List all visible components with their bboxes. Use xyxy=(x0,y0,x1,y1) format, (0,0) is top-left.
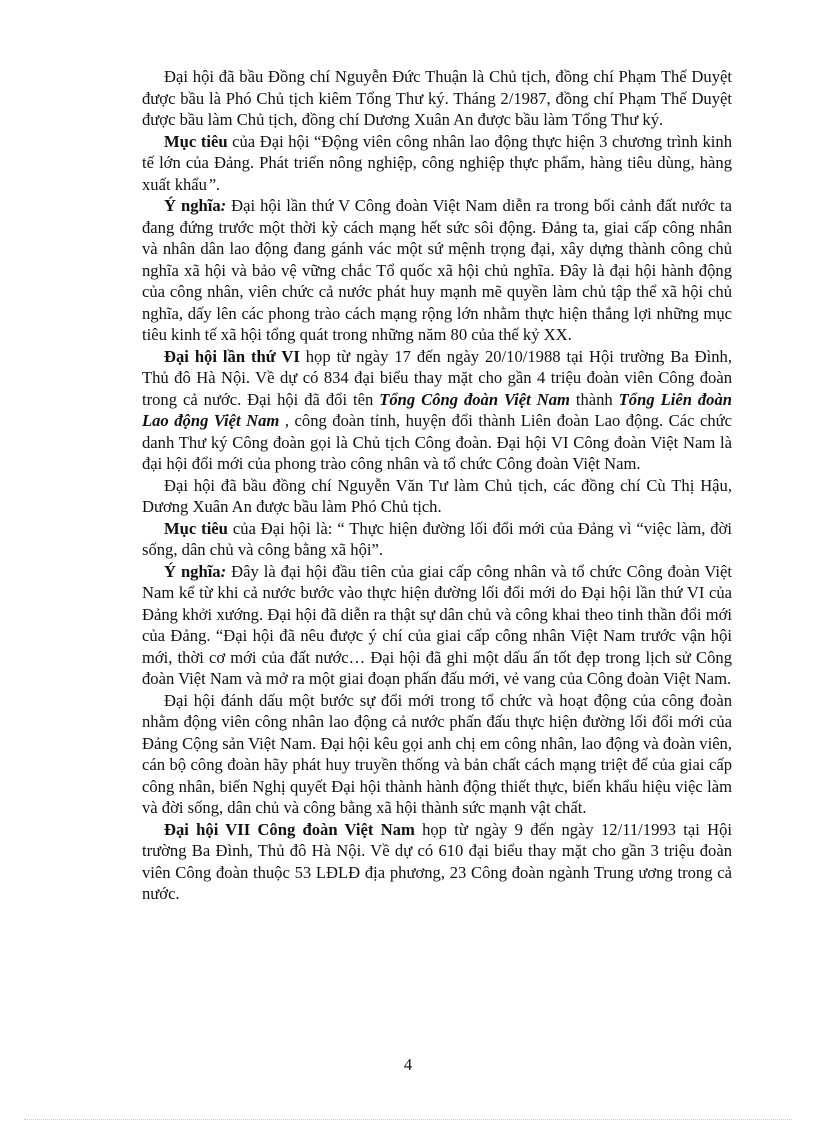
text-run: Tổng Công đoàn Việt Nam xyxy=(379,389,570,409)
text-run: của Đại hội “Động viên công nhân lao động thực hiện 3 chương trình kinh tế lớn của Đảng. Phát triển nông nghiệp, công nghiệp thực phẩm, hàng tiêu dùng, hàng xuất khẩu xyxy=(142,131,732,194)
text-run: Mục tiêu xyxy=(164,131,228,151)
text-run: Đại hội đã bầu Đồng chí Nguyễn Đức Thuận là Chủ tịch, đồng chí Phạm Thế Duyệt được bầu là Phó Chủ tịch kiêm Tổng Thư ký. Tháng 2/1987, đồng chí Phạm Thế Duyệt được bầu làm Chủ tịch, đồng chí Dương Xuân An được bầu làm Tổng Thư ký. xyxy=(142,67,732,129)
text-run: thành xyxy=(569,389,619,409)
text-run: Ý nghĩa xyxy=(164,196,221,215)
paragraph xyxy=(142,131,732,196)
text-run: Đại hội lần thứ V Công đoàn Việt Nam diễn ra trong bối cảnh đất nước ta đang đứng trước một thời kỳ cách mạng hết sức sôi động. Đảng ta, giai cấp công nhân và nhân dân lao động đang gánh vác một sứ mệnh trọng đại, xây dựng thành công chủ nghĩa xã hội và bảo vệ vững chắc Tổ quốc xã hội chủ nghĩa. Đây là đại hội hành động của công nhân, viên chức cả nước phát huy mạnh mẽ quyền làm chủ tập thể xã hội chủ nghĩa, dấy lên các phong trào cách mạng rộng lớn nhằm thực hiện thắng lợi những mục tiêu kinh tế xã hội tổng quát trong những năm 80 của thế kỷ XX. xyxy=(142,196,733,344)
text-run: Đây là đại hội đầu tiên của giai cấp công nhân và tổ chức Công đoàn Việt Nam kể từ khi cả nước bước vào thực hiện đường lối đổi mới do Đại hội lần thứ VI của Đảng khởi xướng. Đại hội đã diễn ra thật sự dân chủ và công khai theo tinh thần đổi mới của Đảng. “Đại hội đã nêu được ý chí của giai cấp công nhân Việt Nam trước vận hội mới, thời cơ mới của đất nước… Đại hội đã ghi một dấu ấn tốt đẹp trong lịch sử Công đoàn Việt Nam và mở ra một giai đoạn phấn đấu mới, vẻ vang của Công đoàn Việt Nam. xyxy=(142,561,732,688)
text-run: của Đại hội là: “ Thực hiện đường lối đổi mới của Đảng vì “việc làm, đời sống, dân chủ và công bằng xã hội”. xyxy=(142,518,732,559)
document-body xyxy=(142,66,732,905)
page-bottom-rule xyxy=(24,1119,792,1120)
paragraph xyxy=(142,475,732,518)
paragraph xyxy=(142,561,732,690)
text-run: Đại hội lần thứ VI xyxy=(164,346,300,366)
paragraph xyxy=(142,518,732,561)
paragraph xyxy=(142,346,732,475)
text-run: Đại hội đánh dấu một bước sự đổi mới trong tổ chức và hoạt động của công đoàn nhằm động viên công nhân lao động cả nước phấn đấu thực hiện đường lối đổi mới của Đảng Cộng sản Việt Nam. Đại hội kêu gọi anh chị em công nhân, lao động và đoàn viên, cán bộ công đoàn hãy phát huy truyền thống và bản chất cách mạng triệt để của giai cấp công nhân, biến Nghị quyết Đại hội thành hành động thiết thực, biến khẩu hiệu việc làm và đời sống, dân chủ và công bằng xã hội thành sức mạnh vật chất. xyxy=(142,690,732,817)
text-run: : xyxy=(220,196,227,215)
paragraph xyxy=(142,819,732,905)
text-run: Mục tiêu xyxy=(164,518,228,538)
text-run: Ý nghĩa xyxy=(164,561,221,581)
text-run: : xyxy=(220,561,227,581)
paragraph xyxy=(142,195,732,346)
text-run: họp từ ngày 17 đến ngày 20/10/1988 tại Hội trường Ba Đình, Thủ đô Hà Nội. Về dự có 834 đại biểu thay mặt cho gần 4 triệu đoàn viên Công đoàn trong cả nước. Đại hội đã đổi tên xyxy=(142,346,732,409)
text-run: Đại hội VII Công đoàn Việt Nam xyxy=(164,819,415,839)
text-run: họp từ ngày 9 đến ngày 12/11/1993 tại Hội trường Ba Đình, Thủ đô Hà Nội. Về dự có 610 đại biểu thay mặt cho gần 3 triệu đoàn viên Công đoàn thuộc 53 LĐLĐ địa phương, 23 Công đoàn ngành Trung ương trong cả nước. xyxy=(142,819,733,903)
text-run: Tổng Liên đoàn Lao động Việt Nam xyxy=(142,389,732,430)
paragraph xyxy=(142,690,732,819)
page-number: 4 xyxy=(403,1055,413,1074)
paragraph xyxy=(142,66,732,131)
text-run: Đại hội đã bầu đồng chí Nguyễn Văn Tư làm Chủ tịch, các đồng chí Cù Thị Hậu, Dương Xuân An được bầu làm Phó Chủ tịch. xyxy=(142,475,732,516)
text-run: , công đoàn tỉnh, huyện đổi thành Liên đoàn Lao động. Các chức danh Thư ký Công đoàn gọi là Chủ tịch Công đoàn. Đại hội VI Công đoàn Việt Nam là đại hội đổi mới của phong trào công nhân và tổ chức Công đoàn Việt Nam. xyxy=(142,411,732,473)
text-run: ”. xyxy=(206,174,221,194)
